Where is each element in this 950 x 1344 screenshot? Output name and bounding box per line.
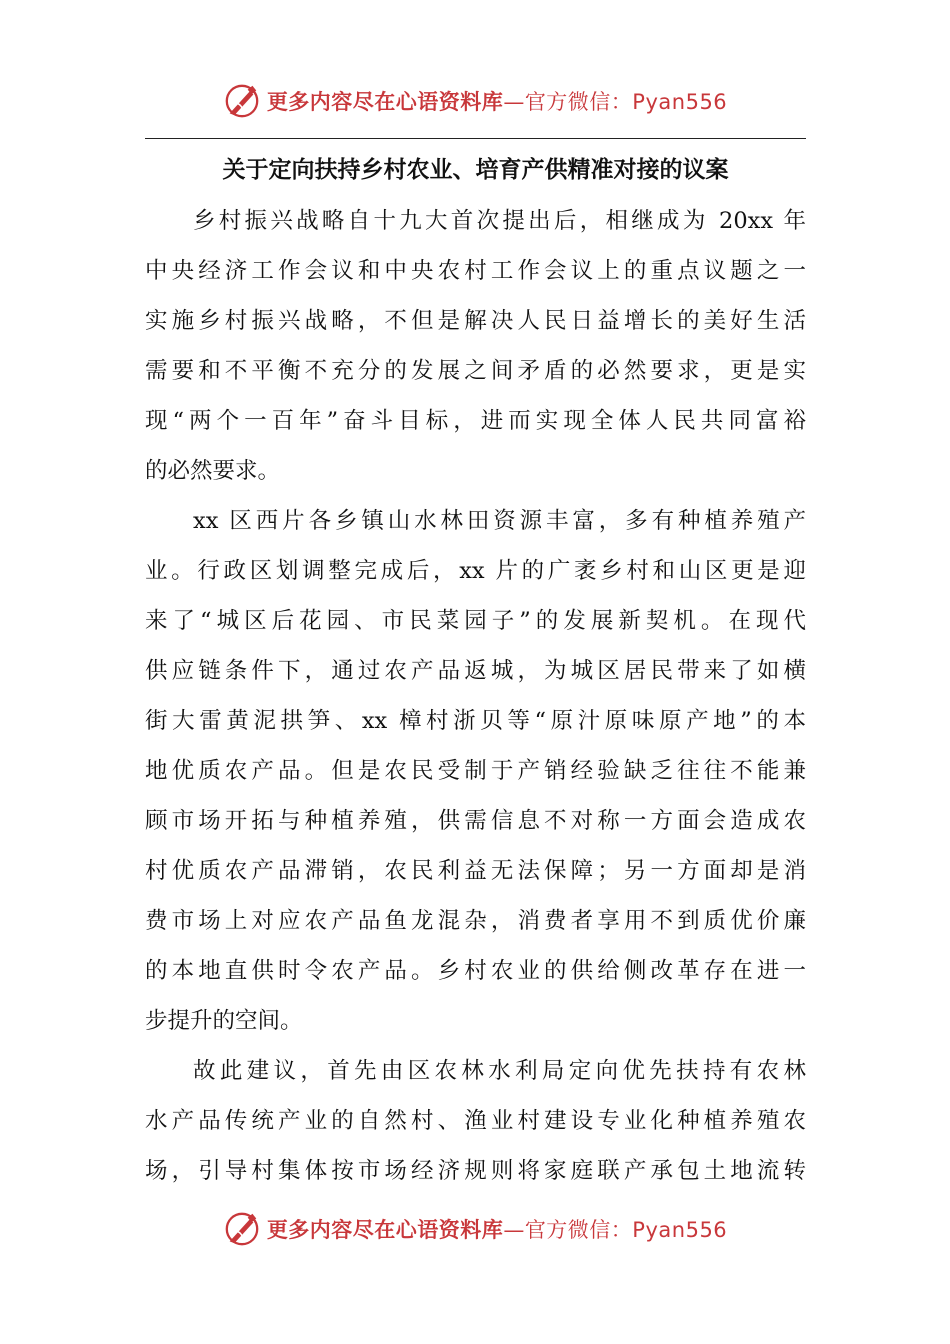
document-body bbox=[145, 196, 806, 1196]
paragraph-line: 水产品传统产业的自然村、渔业村建设专业化种植养殖农 bbox=[145, 1108, 806, 1134]
header-banner bbox=[0, 78, 950, 124]
paragraph-line: 故此建议，首先由区农林水利局定向优先扶持有农林 bbox=[193, 1058, 806, 1084]
document-title: 关于定向扶持乡村农业、培育产供精准对接的议案 bbox=[222, 156, 729, 183]
paragraph-line: 地优质农产品。但是农民受制于产销经验缺乏往往不能兼 bbox=[145, 758, 806, 784]
paragraph-line: 业。行政区划调整完成后，xx 片的广袤乡村和山区更是迎 bbox=[145, 558, 806, 584]
banner-wechat-text: —官方微信：Pyan556 bbox=[503, 90, 728, 114]
banner-brand-text: 更多内容尽在心语资料库 bbox=[266, 1218, 504, 1242]
paragraph-line: 供应链条件下，通过农产品返城，为城区居民带来了如横 bbox=[145, 658, 806, 684]
pen-logo-icon bbox=[223, 82, 261, 120]
banner-brand-text: 更多内容尽在心语资料库 bbox=[266, 90, 504, 114]
paragraph-line: 街大雷黄泥拱笋、xx 樟村浙贝等“原汁原味原产地”的本 bbox=[145, 708, 806, 734]
paragraph-line: 村优质农产品滞销，农民利益无法保障；另一方面却是消 bbox=[145, 858, 806, 884]
pen-logo-icon bbox=[223, 1210, 261, 1248]
paragraph-line: 来了“城区后花园、市民菜园子”的发展新契机。在现代 bbox=[145, 608, 806, 634]
banner-wechat-text: —官方微信：Pyan556 bbox=[503, 1218, 728, 1242]
paragraph-line: 实施乡村振兴战略，不但是解决人民日益增长的美好生活 bbox=[145, 308, 806, 334]
paragraph-line: 的必然要求。 bbox=[145, 458, 281, 484]
footer-banner bbox=[0, 1206, 950, 1252]
paragraph-line: 现“两个一百年”奋斗目标，进而实现全体人民共同富裕 bbox=[145, 408, 806, 434]
paragraph-line: 步提升的空间。 bbox=[145, 1008, 303, 1034]
paragraph-line: 中央经济工作会议和中央农村工作会议上的重点议题之一 bbox=[145, 258, 806, 284]
paragraph-line: 需要和不平衡不充分的发展之间矛盾的必然要求，更是实 bbox=[145, 358, 806, 384]
paragraph-line: 顾市场开拓与种植养殖，供需信息不对称一方面会造成农 bbox=[145, 808, 806, 834]
paragraph-line: 费市场上对应农产品鱼龙混杂，消费者享用不到质优价廉 bbox=[145, 908, 806, 934]
paragraph-line: 场，引导村集体按市场经济规则将家庭联产承包土地流转 bbox=[145, 1158, 806, 1184]
paragraph-line: 乡村振兴战略自十九大首次提出后，相继成为 20xx 年 bbox=[193, 208, 806, 234]
header-divider bbox=[145, 138, 806, 139]
paragraph-line: xx 区西片各乡镇山水林田资源丰富，多有种植养殖产 bbox=[193, 508, 806, 534]
paragraph-line: 的本地直供时令农产品。乡村农业的供给侧改革存在进一 bbox=[145, 958, 806, 984]
